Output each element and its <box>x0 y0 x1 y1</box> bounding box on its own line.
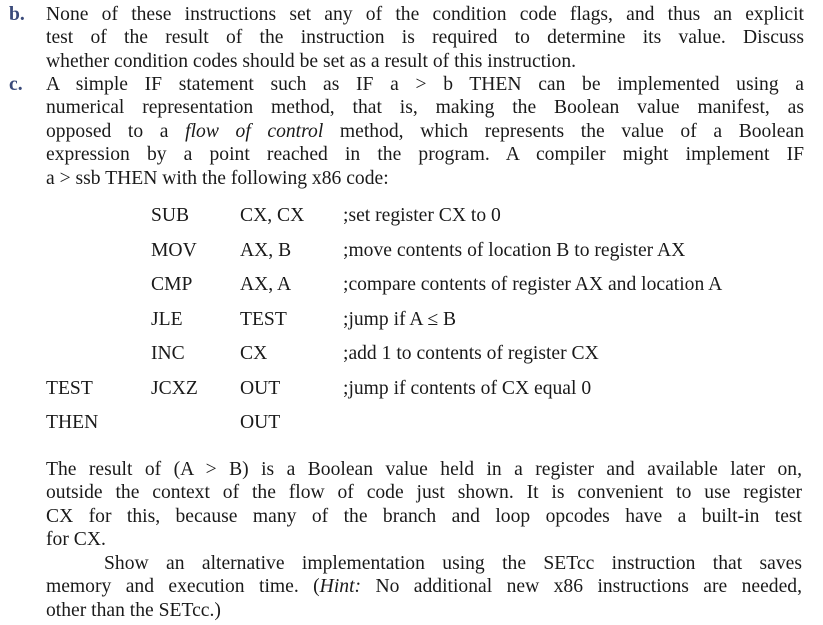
code-operands: CX <box>240 343 268 364</box>
hint-emphasis: Hint: <box>319 576 362 598</box>
item-marker-b: b. <box>9 4 25 25</box>
code-operands: AX, B <box>240 239 292 261</box>
para-2-line-2-after: No additional new x86 instructions are needed, <box>361 576 802 598</box>
code-opcode: MOV <box>151 239 197 261</box>
item-c-line-1: A simple IF statement such as IF a > b THEN can be implemented using a <box>46 74 804 95</box>
para-1-line-2: outside the context of the flow of code just shown. It is convenient to use register <box>46 482 802 504</box>
code-opcode: JCXZ <box>151 377 198 399</box>
para-1-line-1: The result of (A > B) is a Boolean value held in a register and available later on, <box>46 459 802 480</box>
code-comment: ;jump if A ≤ B <box>343 308 457 330</box>
task-paragraph <box>46 552 802 622</box>
code-comment: ;compare contents of register AX and location A <box>343 274 723 295</box>
code-operands: OUT <box>240 377 281 399</box>
code-comment: ;add 1 to contents of register CX <box>343 343 599 364</box>
code-label: TEST <box>46 377 93 399</box>
code-comment: ;set register CX to 0 <box>343 205 501 226</box>
para-1-line-4: for CX. <box>46 529 106 551</box>
code-operands: CX, CX <box>240 205 305 226</box>
para-2-line-3: other than the SETcc.) <box>46 599 221 621</box>
code-operands: AX, A <box>240 274 292 295</box>
item-c-line-3-after: method, which represents the value of a Boolean <box>323 120 804 142</box>
item-c-line-4: expression by a point reached in the program. A compiler might implement IF <box>46 144 804 166</box>
code-opcode: CMP <box>151 274 193 295</box>
item-c-text <box>46 73 804 190</box>
para-2-line-1: Show an alternative implementation using the SETcc instruction that saves <box>104 553 802 574</box>
item-marker-c: c. <box>9 74 23 95</box>
code-opcode: INC <box>151 343 185 364</box>
code-operands: OUT <box>240 412 281 433</box>
item-c-line-3 <box>46 120 804 143</box>
item-b-line-2: test of the result of the instruction is required to determine its value. Discuss <box>46 27 804 49</box>
code-comment: ;move contents of location B to register AX <box>343 239 686 261</box>
code-operands: TEST <box>240 308 287 330</box>
code-opcode: JLE <box>151 308 183 330</box>
item-b-line-3: whether condition codes should be set as a result of this instruction. <box>46 50 577 72</box>
para-2-line-2-before: memory and execution time. ( <box>46 576 320 598</box>
code-opcode: SUB <box>151 205 190 226</box>
para-2-line-2 <box>46 575 802 598</box>
flow-of-control-emphasis: flow of control <box>185 120 324 142</box>
para-1-line-3: CX for this, because many of the branch and loop opcodes have a built-in test <box>46 505 802 527</box>
item-b-text <box>46 3 804 73</box>
code-label: THEN <box>46 412 99 433</box>
item-c-line-5: a > ssb THEN with the following x86 code: <box>46 167 389 189</box>
item-c-line-2: numerical representation method, that is, making the Boolean value manifest, as <box>46 97 804 119</box>
item-b-line-1: None of these instructions set any of the condition code flags, and thus an explicit <box>46 4 804 25</box>
result-paragraph <box>46 458 802 552</box>
code-comment: ;jump if contents of CX equal 0 <box>343 377 592 399</box>
item-c-line-3-before: opposed to a <box>46 120 186 142</box>
